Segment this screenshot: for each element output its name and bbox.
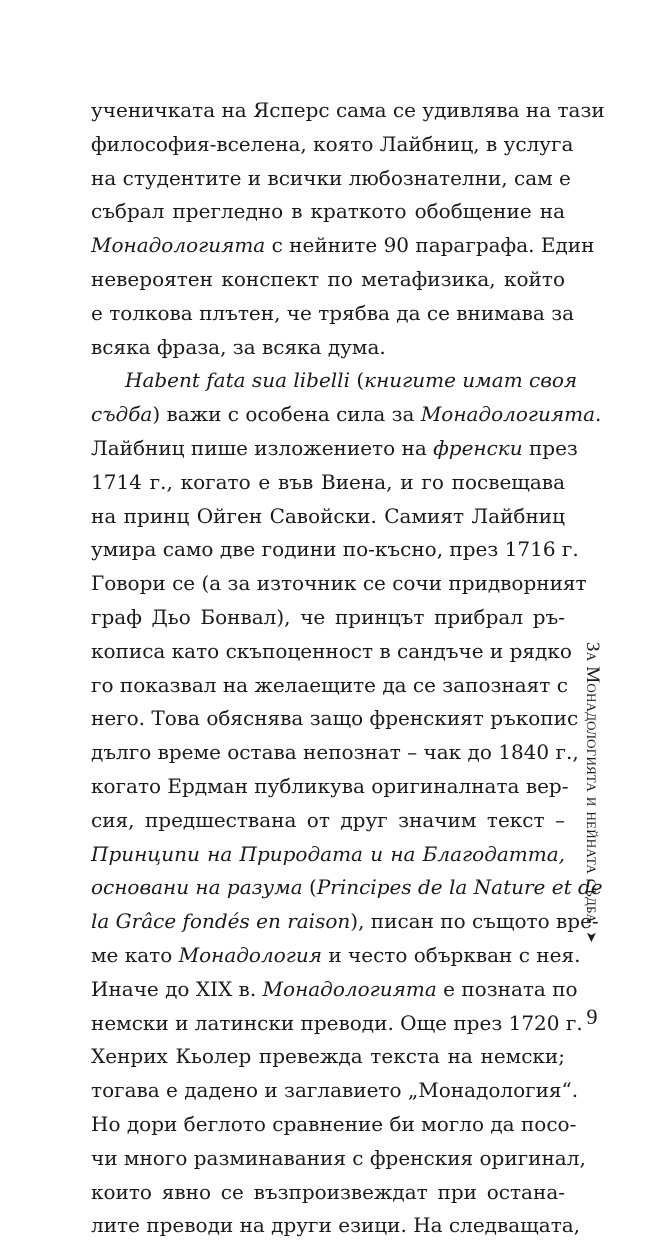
text-line <box>91 1074 579 1108</box>
text-line <box>91 162 571 196</box>
text-run: на студентите и всички любознателни, сам е <box>91 165 571 190</box>
text-run: Говори се (а за източник се сочи придворният <box>91 571 587 596</box>
text-line <box>91 229 595 263</box>
text-run: сия, предшествана от друг значим текст – <box>91 807 565 832</box>
sidebar <box>578 642 606 972</box>
text-run: ме като <box>91 942 179 967</box>
text-line <box>91 905 599 939</box>
text-line <box>91 804 565 838</box>
text-run: Хенрих Кьолер превежда текста на немски; <box>91 1044 565 1069</box>
italic-text: френски <box>433 435 523 460</box>
text-run: на принц Ойген Савойски. Самият Лайбниц <box>91 503 565 528</box>
text-line <box>91 567 587 601</box>
text-run: ( <box>349 368 365 393</box>
italic-text: съдба <box>91 402 153 427</box>
page-number: 9 <box>586 1004 598 1029</box>
italic-text: основани на разума <box>91 875 303 900</box>
text-line <box>91 1108 577 1142</box>
italic-text: Principes de la Nature et de <box>316 875 603 900</box>
text-run: е позната по <box>436 976 578 1001</box>
text-line <box>91 1007 583 1041</box>
text-run: . <box>595 402 602 427</box>
text-line <box>91 331 565 365</box>
text-run: и често объркван с нея. <box>321 942 581 967</box>
italic-text: книгите имат своя <box>364 368 578 393</box>
text-run: Лайбниц пише изложението на <box>91 435 434 460</box>
text-line <box>91 1040 565 1074</box>
text-run: ученичката на Ясперс сама се удивлява на тази <box>91 98 605 122</box>
text-line <box>91 94 605 128</box>
text-line <box>91 838 565 872</box>
text-run: събрал прегледно в краткото обобщение на <box>91 199 565 224</box>
text-run: е толкова плътен, че трябва да се внимава за <box>91 300 575 325</box>
italic-text: Монадология <box>178 942 322 967</box>
text-run: ), писан по същото вре- <box>350 909 599 934</box>
running-head <box>578 642 606 972</box>
text-line <box>91 533 579 567</box>
text-line <box>91 1176 565 1210</box>
text-run: ) важи с особена сила за <box>152 402 421 427</box>
running-head-text: За Монадологията и нейната съдба <box>582 642 603 924</box>
text-line <box>91 939 581 973</box>
text-run: през <box>522 435 578 460</box>
text-line <box>91 263 565 297</box>
text-line <box>91 364 578 398</box>
text-run: него. Това обяснява защо френският ръкопис <box>91 706 579 731</box>
text-line <box>91 770 569 804</box>
text-line <box>91 669 568 703</box>
text-run: когато Ердман публикува оригиналната вер- <box>91 773 569 798</box>
text-run: 1714 г., когато е във Виена, и го посвещава <box>91 469 565 494</box>
italic-text: la Grâce fondés en raison <box>91 909 351 934</box>
text-line <box>91 601 565 635</box>
arrow-icon: ➤ <box>583 931 598 944</box>
text-run: тогава е дадено и заглавието „Монадология“. <box>91 1078 579 1103</box>
text-run: ( <box>302 875 317 900</box>
text-line <box>91 128 574 162</box>
text-run: философия-вселена, която Лайбниц, в услуга <box>91 131 574 156</box>
text-line <box>91 702 579 736</box>
text-line <box>91 973 578 1007</box>
text-run: дълго време остава непознат – чак до 1840 г., <box>91 740 579 765</box>
italic-text: Монадологията <box>420 402 596 427</box>
text-line <box>91 635 572 669</box>
text-run: с нейните 90 параграфа. Един <box>265 233 595 258</box>
italic-text: Монадологията <box>91 233 266 258</box>
text-run: Но дори беглото сравнение би могло да посо- <box>91 1111 577 1136</box>
text-run: Иначе до XIX в. <box>91 976 263 1001</box>
italic-text: Монадологията <box>262 976 437 1001</box>
text-line <box>91 1142 586 1176</box>
text-line <box>91 297 575 331</box>
text-run: невероятен конспект по метафизика, който <box>91 266 565 291</box>
text-line <box>91 466 565 500</box>
text-line <box>91 1209 581 1243</box>
text-run: чи много разминавания с френския оригинал, <box>91 1145 586 1170</box>
text-run: които явно се възпроизвеждат при остана- <box>91 1179 565 1204</box>
text-run: лите преводи на други езици. На следващата, <box>91 1213 581 1238</box>
text-run: немски и латински преводи. Още през 1720 г. <box>91 1010 583 1035</box>
italic-text: Habent fata sua libelli <box>125 368 350 393</box>
italic-text: Принципи на Природата и на Благодатта, <box>91 841 565 866</box>
text-line <box>91 432 578 466</box>
text-run: всяка фраза, за всяка дума. <box>91 334 386 359</box>
text-run: кописа като скъпоценност в сандъче и рядко <box>91 638 572 663</box>
text-line <box>91 500 565 534</box>
text-run: го показвал на желаещите да се запознаят с <box>91 672 568 697</box>
text-line <box>91 195 565 229</box>
text-line <box>91 398 602 432</box>
text-run: умира само две години по-късно, през 1716 г. <box>91 537 579 562</box>
text-run: граф Дьо Бонвал), че принцът прибрал ръ- <box>91 604 565 629</box>
text-line <box>91 871 603 905</box>
text-line <box>91 736 579 770</box>
